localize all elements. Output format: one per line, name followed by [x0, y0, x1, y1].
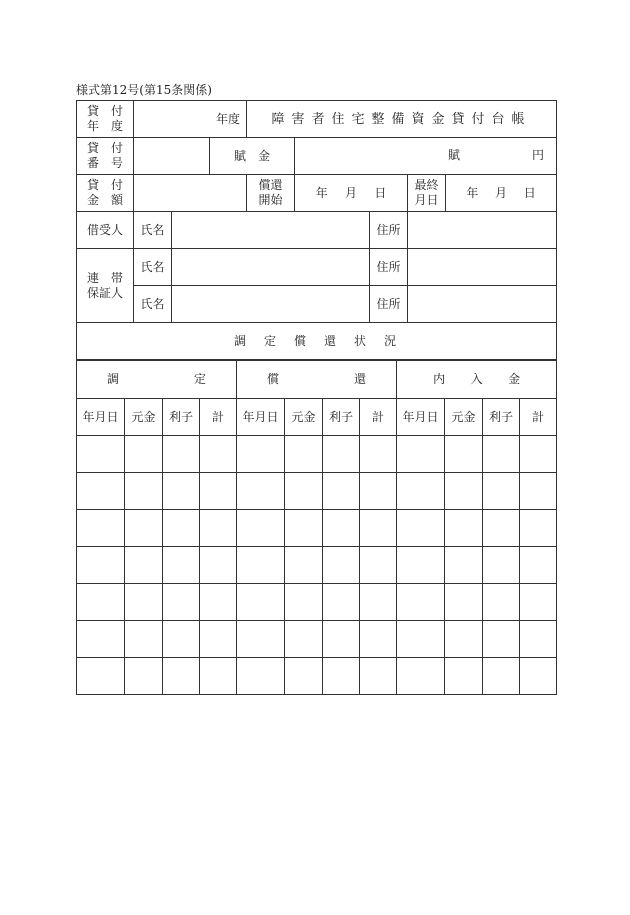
column-header-principal: 元金: [285, 399, 323, 436]
table-cell[interactable]: [397, 510, 445, 547]
group-chotei: [77, 361, 237, 399]
table-cell[interactable]: [483, 621, 520, 658]
column-header-date: 年月日: [77, 399, 125, 436]
table-row: [77, 584, 557, 621]
table-cell[interactable]: [237, 436, 285, 473]
table-row: [77, 658, 557, 695]
table-cell[interactable]: [237, 621, 285, 658]
table-cell[interactable]: [360, 436, 397, 473]
address-label: 住所: [376, 259, 401, 274]
borrower-name-field[interactable]: [172, 212, 370, 249]
guarantor1-address-field[interactable]: [408, 249, 557, 286]
borrower-label: [77, 212, 134, 249]
guarantor2-address-label: [370, 286, 408, 323]
borrower-label-text: 借受人: [86, 222, 123, 237]
table-cell[interactable]: [285, 510, 323, 547]
loan-year-field[interactable]: [134, 101, 247, 138]
table-cell[interactable]: [397, 547, 445, 584]
column-header-interest: 利子: [163, 399, 200, 436]
column-header-date: 年月日: [237, 399, 285, 436]
repay-start-label-line2: 開始: [258, 193, 283, 207]
table-cell[interactable]: [445, 584, 483, 621]
loan-amount-label: [77, 175, 134, 212]
borrower-address-label: [370, 212, 408, 249]
column-header-date: 年月日: [397, 399, 445, 436]
group-shokan-char1: 償: [267, 372, 280, 386]
name-label: 氏名: [140, 259, 165, 274]
table-cell[interactable]: [200, 584, 237, 621]
year-suffix: 年度: [216, 111, 241, 126]
table-cell[interactable]: [163, 510, 200, 547]
table-cell[interactable]: [520, 510, 557, 547]
table-cell[interactable]: [77, 510, 125, 547]
table-cell[interactable]: [163, 584, 200, 621]
table-cell[interactable]: [483, 584, 520, 621]
table-cell[interactable]: [200, 547, 237, 584]
table-cell[interactable]: [520, 547, 557, 584]
table-cell[interactable]: [200, 473, 237, 510]
table-row: [77, 510, 557, 547]
table-cell[interactable]: [163, 658, 200, 695]
repay-start-date[interactable]: [295, 175, 408, 212]
table-cell[interactable]: [125, 547, 163, 584]
status-table: [76, 360, 557, 695]
ledger-header-table: [76, 100, 557, 360]
guarantor1-name-label: [134, 249, 172, 286]
table-row: [77, 621, 557, 658]
guarantor2-address-field[interactable]: [408, 286, 557, 323]
table-cell[interactable]: [360, 658, 397, 695]
table-cell[interactable]: [323, 436, 360, 473]
name-label: 氏名: [140, 222, 165, 237]
group-shokan: [237, 361, 397, 399]
form-caption: 様式第12号(第15条関係): [76, 83, 212, 97]
table-cell[interactable]: [77, 473, 125, 510]
table-cell[interactable]: [200, 621, 237, 658]
table-cell[interactable]: [360, 510, 397, 547]
date-day: 日: [523, 185, 536, 200]
table-cell[interactable]: [77, 621, 125, 658]
table-cell[interactable]: [323, 658, 360, 695]
ledger-title: [247, 101, 557, 138]
ledger-title-text: 障害者住宅整備資金貸付台帳: [271, 111, 532, 127]
table-cell[interactable]: [445, 547, 483, 584]
table-cell[interactable]: [125, 621, 163, 658]
repay-start-label: [247, 175, 295, 212]
table-row: [77, 547, 557, 584]
table-cell[interactable]: [77, 436, 125, 473]
loan-number-field[interactable]: [134, 138, 210, 175]
table-cell[interactable]: [163, 621, 200, 658]
group-uchiirekin-char2: 入: [470, 372, 483, 386]
table-cell[interactable]: [360, 621, 397, 658]
table-row: [77, 436, 557, 473]
column-header-interest: 利子: [483, 399, 520, 436]
column-header-principal: 元金: [445, 399, 483, 436]
table-cell[interactable]: [77, 658, 125, 695]
table-cell[interactable]: [397, 584, 445, 621]
table-cell[interactable]: [237, 547, 285, 584]
final-label-line2: 月日: [414, 193, 439, 207]
loan-number-label: [77, 138, 134, 175]
table-cell[interactable]: [323, 547, 360, 584]
table-cell[interactable]: [125, 436, 163, 473]
guarantor1-name-field[interactable]: [172, 249, 370, 286]
fukin-prefix: 賦: [448, 148, 461, 162]
table-cell[interactable]: [77, 547, 125, 584]
address-label: 住所: [376, 222, 401, 237]
group-chotei-char1: 調: [107, 372, 120, 386]
loan-year-label-line1: 貸 付: [86, 104, 123, 118]
name-label: 氏名: [140, 296, 165, 311]
table-cell[interactable]: [163, 436, 200, 473]
table-cell[interactable]: [520, 658, 557, 695]
guarantor2-name-label: [134, 286, 172, 323]
table-cell[interactable]: [397, 658, 445, 695]
table-cell[interactable]: [483, 473, 520, 510]
date-month: 月: [495, 185, 508, 200]
date-year: 年: [466, 185, 479, 200]
table-cell[interactable]: [445, 436, 483, 473]
date-day: 日: [374, 185, 387, 200]
table-cell[interactable]: [360, 547, 397, 584]
table-cell[interactable]: [200, 510, 237, 547]
column-header-row: [77, 399, 557, 436]
table-cell[interactable]: [483, 510, 520, 547]
column-header-total: 計: [520, 399, 557, 436]
guarantor-label-line2: 保証人: [86, 285, 123, 300]
status-title-text: 調 定 償 還 状 況: [234, 333, 400, 348]
table-cell[interactable]: [200, 658, 237, 695]
guarantor1-address-label: [370, 249, 408, 286]
table-cell[interactable]: [520, 473, 557, 510]
fukin-label-text: 賦 金: [234, 148, 271, 163]
borrower-name-label: [134, 212, 172, 249]
loan-amount-field[interactable]: [134, 175, 247, 212]
table-cell[interactable]: [285, 621, 323, 658]
table-cell[interactable]: [323, 473, 360, 510]
table-cell[interactable]: [397, 621, 445, 658]
group-shokan-char2: 還: [354, 372, 367, 386]
table-cell[interactable]: [237, 658, 285, 695]
guarantor-label-line1: 連 帯: [86, 270, 123, 285]
table-cell[interactable]: [445, 510, 483, 547]
table-cell[interactable]: [285, 436, 323, 473]
date-year: 年: [315, 185, 328, 200]
table-cell[interactable]: [445, 473, 483, 510]
table-cell[interactable]: [125, 584, 163, 621]
column-header-interest: 利子: [323, 399, 360, 436]
table-cell[interactable]: [483, 436, 520, 473]
group-chotei-char2: 定: [194, 372, 207, 386]
loan-year-label: [77, 101, 134, 138]
table-row: [77, 473, 557, 510]
group-uchiirekin: [397, 361, 557, 399]
table-cell[interactable]: [163, 473, 200, 510]
final-date-label: [408, 175, 446, 212]
table-cell[interactable]: [483, 658, 520, 695]
table-cell[interactable]: [323, 621, 360, 658]
table-cell[interactable]: [445, 621, 483, 658]
table-cell[interactable]: [77, 584, 125, 621]
guarantor2-name-field[interactable]: [172, 286, 370, 323]
final-label-line1: 最終: [414, 178, 439, 192]
table-cell[interactable]: [323, 584, 360, 621]
loan-year-label-line2: 年 度: [86, 119, 123, 133]
group-uchiirekin-char3: 金: [508, 372, 521, 386]
table-cell[interactable]: [520, 621, 557, 658]
table-cell[interactable]: [397, 436, 445, 473]
table-cell[interactable]: [285, 547, 323, 584]
fukin-field[interactable]: [295, 138, 557, 175]
group-uchiirekin-char1: 内: [433, 372, 446, 386]
column-header-total: 計: [360, 399, 397, 436]
loan-number-label-line1: 貸 付: [86, 141, 123, 155]
table-cell[interactable]: [285, 658, 323, 695]
date-month: 月: [345, 185, 358, 200]
loan-amount-label-line2: 金 額: [86, 193, 123, 207]
address-label: 住所: [376, 296, 401, 311]
table-cell[interactable]: [285, 473, 323, 510]
table-cell[interactable]: [445, 658, 483, 695]
table-cell[interactable]: [397, 473, 445, 510]
table-cell[interactable]: [360, 584, 397, 621]
table-cell[interactable]: [200, 436, 237, 473]
loan-amount-label-line1: 貸 付: [86, 178, 123, 192]
table-cell[interactable]: [237, 473, 285, 510]
table-cell[interactable]: [237, 510, 285, 547]
fukin-unit: 円: [532, 148, 545, 162]
repay-start-label-line1: 償還: [258, 178, 283, 192]
loan-number-label-line2: 番 号: [86, 156, 123, 170]
table-cell[interactable]: [237, 584, 285, 621]
table-cell[interactable]: [285, 584, 323, 621]
borrower-address-field[interactable]: [408, 212, 557, 249]
status-title: [77, 323, 557, 360]
final-date[interactable]: [446, 175, 557, 212]
guarantor-label: [77, 249, 134, 323]
fukin-label: [210, 138, 295, 175]
table-cell[interactable]: [520, 584, 557, 621]
column-header-principal: 元金: [125, 399, 163, 436]
table-cell[interactable]: [323, 510, 360, 547]
table-cell[interactable]: [520, 436, 557, 473]
table-cell[interactable]: [125, 510, 163, 547]
table-cell[interactable]: [483, 547, 520, 584]
table-cell[interactable]: [125, 473, 163, 510]
column-header-total: 計: [200, 399, 237, 436]
table-cell[interactable]: [360, 473, 397, 510]
table-cell[interactable]: [125, 658, 163, 695]
table-cell[interactable]: [163, 547, 200, 584]
